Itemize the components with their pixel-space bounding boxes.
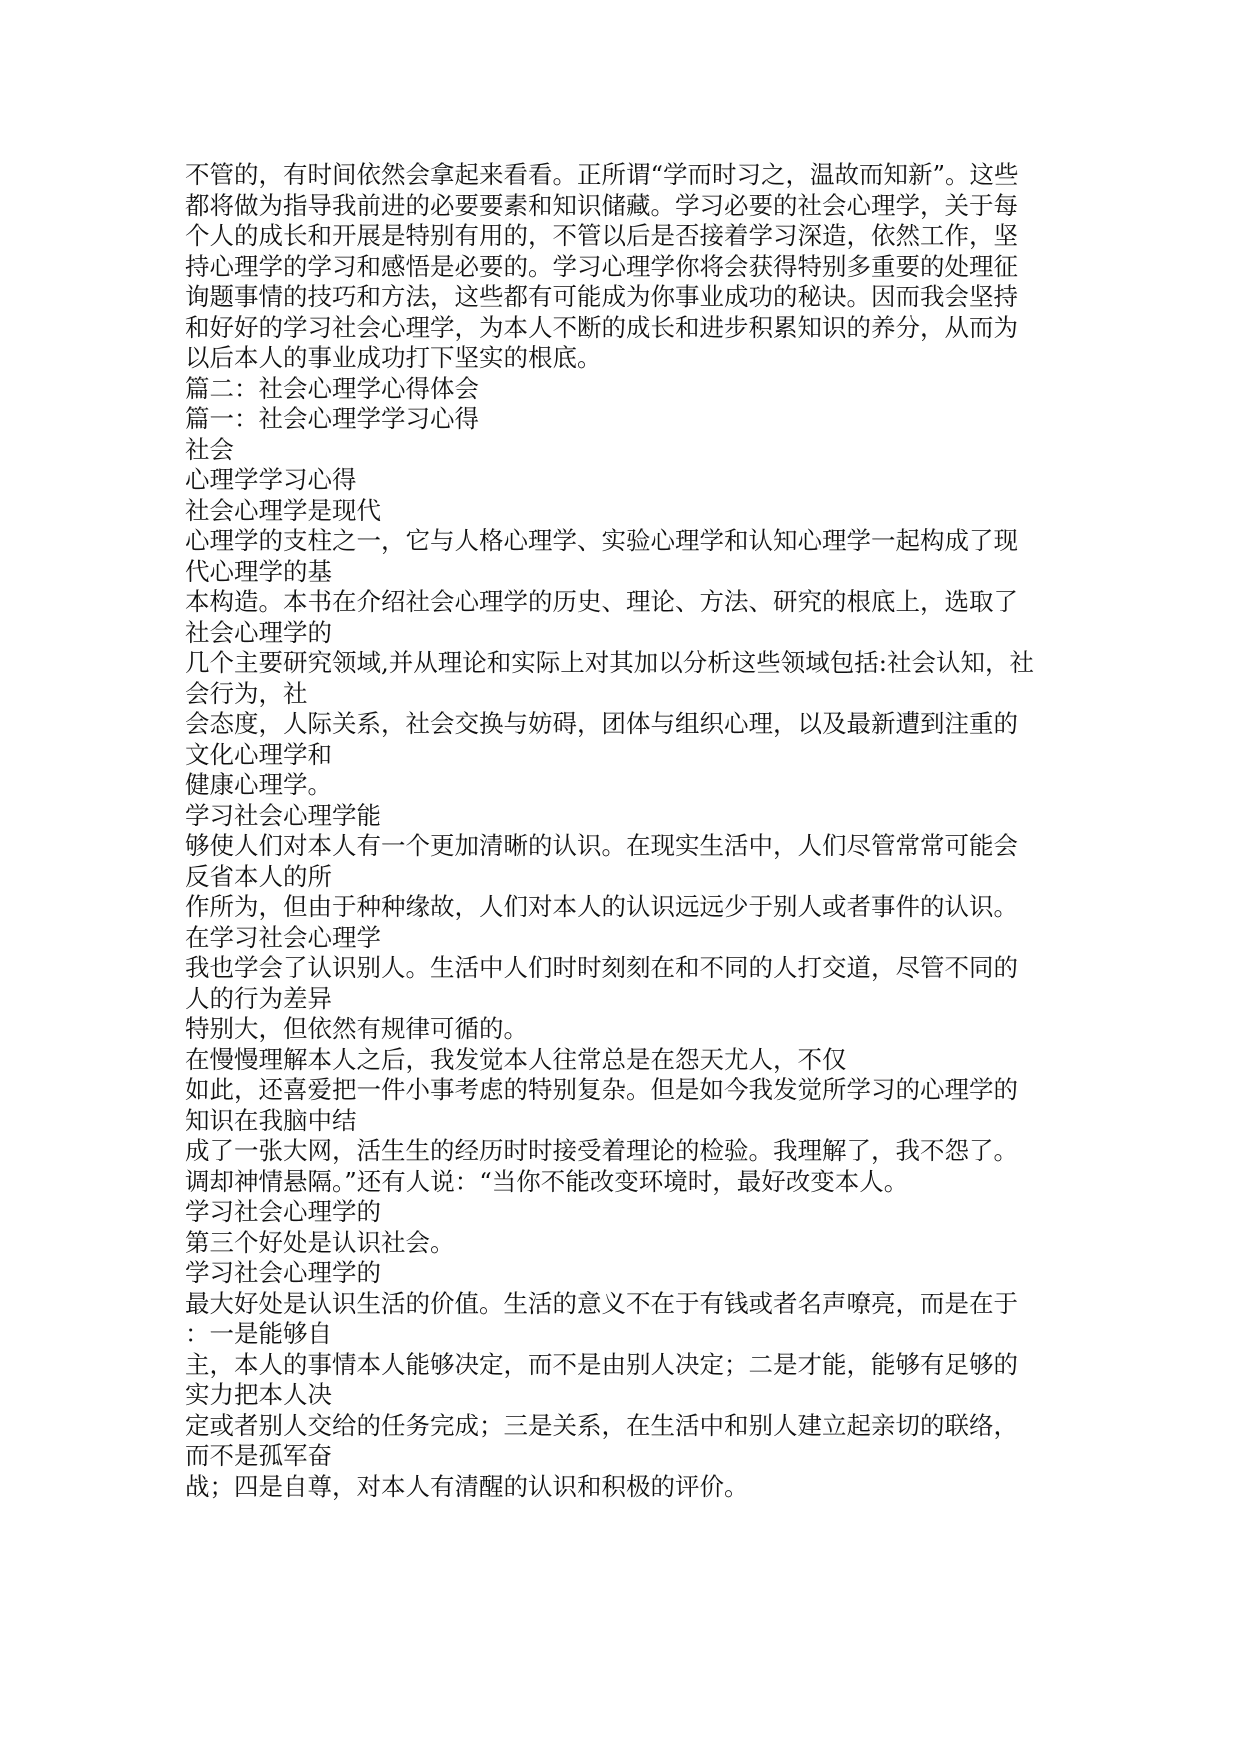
- text-line: 本构造。本书在介绍社会心理学的历史、理论、方法、研究的根底上，选取了: [185, 587, 1018, 616]
- text-line: 学习社会心理学的: [185, 1258, 381, 1287]
- text-line: 不管的，有时间依然会拿起来看看。正所谓“学而时习之，温故而知新”。这些: [185, 160, 1019, 189]
- text-line: 调却神情悬隔。”还有人说：“当你不能改变环境时，最好改变本人。: [185, 1166, 909, 1196]
- text-line: 和好好的学习社会心理学，为本人不断的成长和进步积累知识的养分，从而为: [185, 312, 1018, 342]
- text-line: 主，本人的事情本人能够决定，而不是由别人决定；二是才能，能够有足够的: [185, 1349, 1018, 1379]
- text-line: 社会心理学的: [185, 617, 332, 647]
- text-line: 第三个好处是认识社会。: [185, 1227, 455, 1257]
- text-line: ：一是能够自: [185, 1319, 332, 1348]
- text-line: 如此，还喜爱把一件小事考虑的特别复杂。但是如今我发觉所学习的心理学的: [185, 1075, 1018, 1104]
- text-line: 心理学的支柱之一，它与人格心理学、实验心理学和认知心理学一起构成了现: [185, 526, 1018, 555]
- text-line: 会态度，人际关系，社会交换与妨碍，团体与组织心理，以及最新遭到注重的: [185, 709, 1018, 738]
- text-line: 成了一张大网，活生生的经历时时接受着理论的检验。我理解了，我不怨了。: [185, 1136, 1018, 1165]
- text-line: 询题事情的技巧和方法，这些都有可能成为你事业成功的秘诀。因而我会坚持: [185, 282, 1018, 311]
- text-line: 反省本人的所: [185, 861, 332, 891]
- text-line: 人的行为差异: [185, 983, 332, 1013]
- text-line: 实力把本人决: [185, 1380, 332, 1409]
- text-line: 学习社会心理学的: [185, 1197, 381, 1226]
- text-line: 几个主要研究领域,并从理论和实际上对其加以分析这些领域包括:社会认知，社: [185, 648, 1035, 677]
- text-line: 都将做为指导我前进的必要要素和知识储藏。学习必要的社会心理学，关于每: [185, 190, 1018, 220]
- text-line: 我也学会了认识别人。生活中人们时时刻刻在和不同的人打交道，尽管不同的: [185, 953, 1018, 982]
- text-line: 学习社会心理学能: [185, 800, 381, 830]
- text-line: 代心理学的基: [185, 556, 332, 586]
- text-line: 文化心理学和: [185, 739, 332, 769]
- text-line: 社会心理学是现代: [185, 495, 381, 525]
- text-line: 特别大，但依然有规律可循的。: [185, 1014, 528, 1043]
- section-heading: 篇二：社会心理学心得体会: [185, 373, 479, 403]
- text-line: 知识在我脑中结: [185, 1105, 357, 1135]
- text-line: 作所为，但由于种种缘故，人们对本人的认识远远少于别人或者事件的认识。: [185, 892, 1018, 921]
- text-line: 健康心理学。: [185, 770, 332, 799]
- text-line: 个人的成长和开展是特别有用的，不管以后是否接着学习深造，依然工作，坚: [185, 221, 1018, 250]
- text-line: 而不是孤军奋: [185, 1441, 332, 1470]
- text-line: 心理学学习心得: [185, 465, 357, 494]
- text-line: 够使人们对本人有一个更加清晰的认识。在现实生活中，人们尽管常常可能会: [185, 831, 1018, 860]
- text-line: 会行为，社: [185, 678, 308, 708]
- body-text: [185, 160, 1085, 1502]
- section-heading: 篇一：社会心理学学习心得: [185, 404, 479, 433]
- text-line: 在慢慢理解本人之后，我发觉本人往常总是在怨天尤人，不仅: [185, 1044, 847, 1074]
- text-line: 最大好处是认识生活的价值。生活的意义不在于有钱或者名声嘹亮，而是在于: [185, 1288, 1018, 1318]
- text-line: 定或者别人交给的任务完成；三是关系，在生活中和别人建立起亲切的联络，: [185, 1410, 1018, 1440]
- text-line: 在学习社会心理学: [185, 922, 381, 952]
- text-line: 持心理学的学习和感悟是必要的。学习心理学你将会获得特别多重要的处理征: [185, 251, 1018, 281]
- text-line: 以后本人的事业成功打下坚实的根底。: [185, 343, 602, 372]
- text-line: 战；四是自尊，对本人有清醒的认识和积极的评价。: [185, 1471, 749, 1501]
- text-line: 社会: [185, 434, 234, 464]
